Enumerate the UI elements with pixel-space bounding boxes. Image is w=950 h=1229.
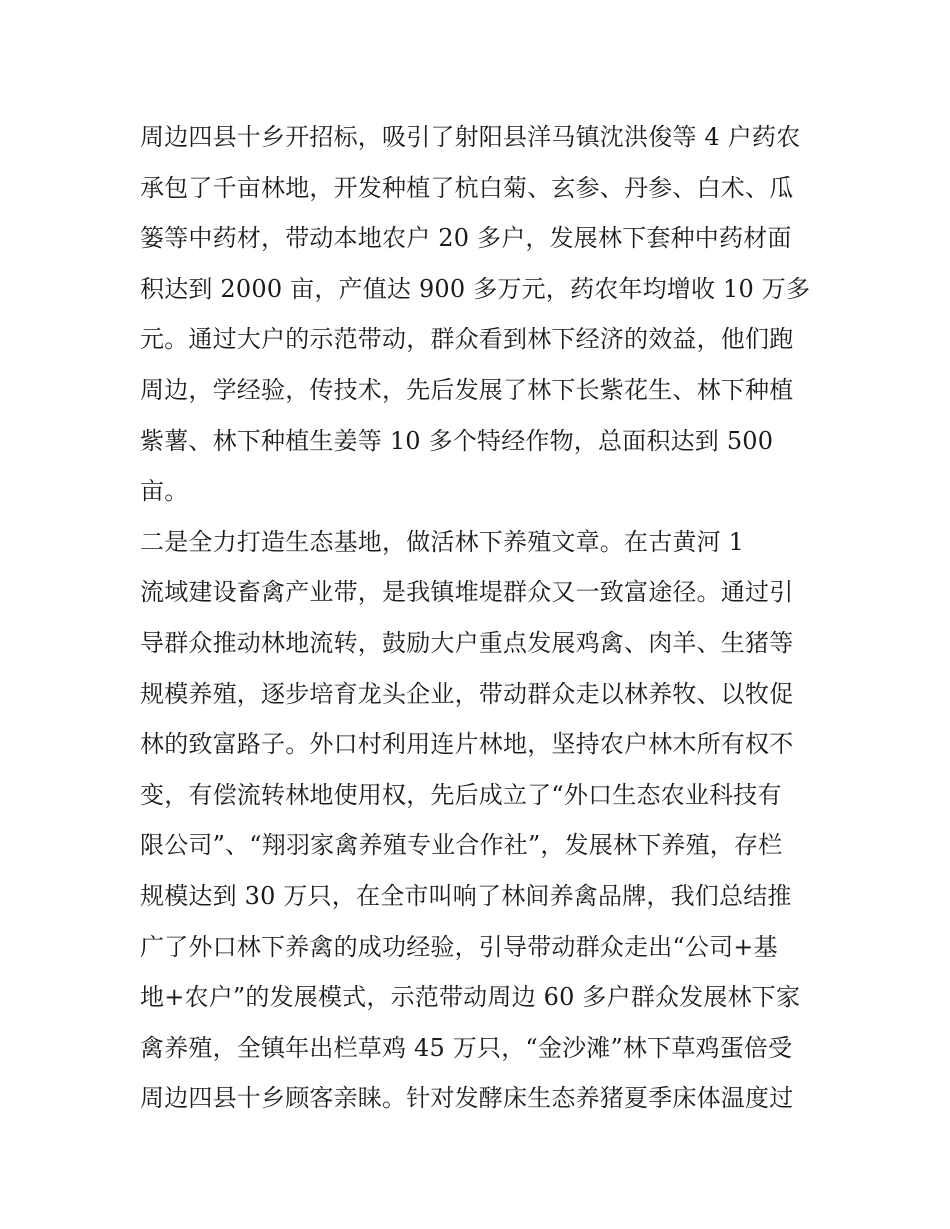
- paragraph-1: [140, 112, 820, 517]
- text-line: 规模养殖，逐步培育龙头企业，带动群众走以林养牧、以牧促: [140, 679, 794, 708]
- text-line: 篓等中药材，带动本地农户 20 多户，发展林下套种中药材面: [140, 224, 792, 253]
- document-body: [140, 112, 820, 1124]
- text-line: 广了外口林下养禽的成功经验，引导带动群众走出“公司+基: [140, 932, 778, 961]
- text-line: 承包了千亩林地，开发种植了杭白菊、玄参、丹参、白术、瓜: [140, 173, 794, 202]
- text-line: 流域建设畜禽产业带，是我镇堆堤群众又一致富途径。通过引: [140, 578, 794, 607]
- text-line: 周边，学经验，传技术，先后发展了林下长紫花生、林下种植: [140, 375, 794, 404]
- text-line: 紫薯、林下种植生姜等 10 多个特经作物，总面积达到 500: [140, 426, 774, 455]
- text-line: 导群众推动林地流转，鼓励大户重点发展鸡禽、肉羊、生猪等: [140, 628, 794, 657]
- text-line: 林的致富路子。外口村利用连片林地，坚持农户林木所有权不: [140, 730, 794, 759]
- text-line: 变，有偿流转林地使用权，先后成立了“外口生态农业科技有: [140, 780, 782, 809]
- text-line: 积达到 2000 亩，产值达 900 多万元，药农年均增收 10 万多: [140, 274, 811, 303]
- text-line: 元。通过大户的示范带动，群众看到林下经济的效益，他们跑: [140, 325, 794, 354]
- text-line: 地+农户”的发展模式，示范带动周边 60 多户群众发展林下家: [140, 983, 801, 1012]
- text-line: 亩。: [140, 477, 189, 506]
- text-line: 周边四县十乡顾客亲睐。针对发酵床生态养猪夏季床体温度过: [140, 1084, 794, 1113]
- text-line: 二是全力打造生态基地，做活林下养殖文章。在古黄河 1: [140, 527, 745, 556]
- text-line: 规模达到 30 万只，在全市叫响了林间养禽品牌，我们总结推: [140, 881, 792, 910]
- text-line: 限公司”、“翔羽家禽养殖专业合作社”，发展林下养殖，存栏: [140, 831, 783, 860]
- text-line: 周边四县十乡开招标，吸引了射阳县洋马镇沈洪俊等 4 户药农: [140, 123, 801, 151]
- paragraph-2: [140, 517, 820, 1124]
- text-line: 禽养殖，全镇年出栏草鸡 45 万只，“金沙滩”林下草鸡蛋倍受: [140, 1033, 793, 1062]
